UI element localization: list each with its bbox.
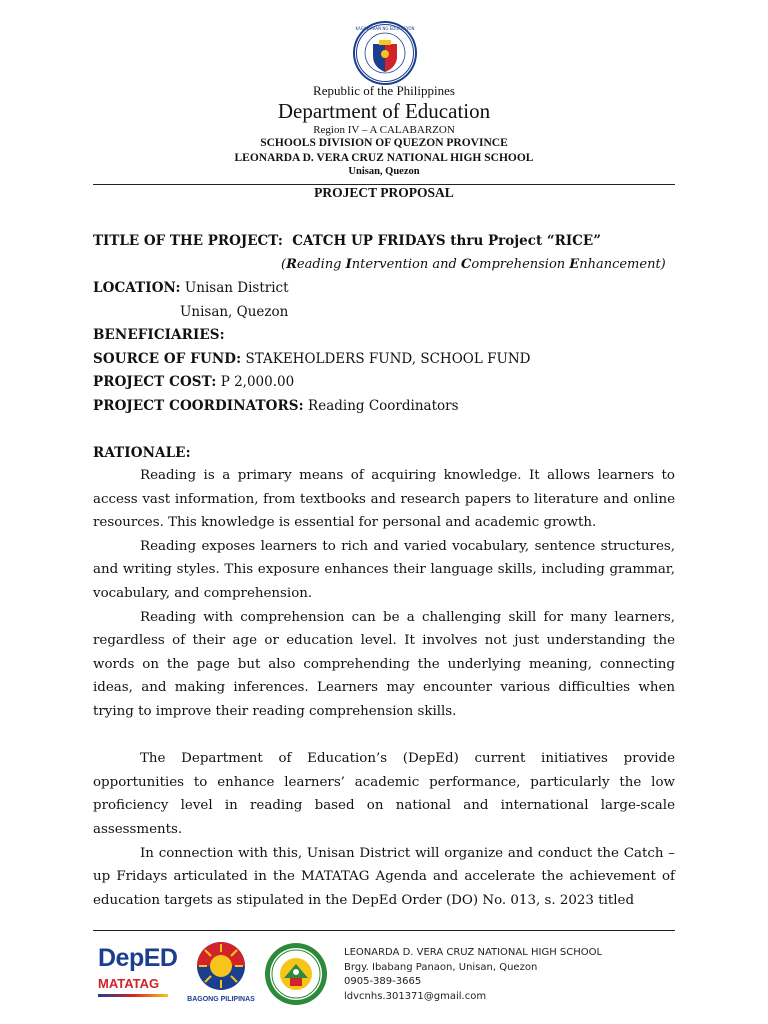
fund-label: SOURCE OF FUND: [93,351,242,367]
location-label: LOCATION: [93,280,181,296]
location-row [93,280,289,296]
region-line: Region IV – A CALABARZON [313,124,455,136]
country-line: Republic of the Philippines [313,83,455,98]
project-title-label: TITLE OF THE PROJECT: [93,233,283,249]
rationale-body [93,464,675,912]
deped-wordmark: DepED [98,944,178,972]
matatag-wordmark: MATATAG [98,976,160,991]
rationale-heading: RATIONALE: [93,445,191,461]
coordinators-label: PROJECT COORDINATORS: [93,398,304,414]
bagong-pilipinas-text: BAGONG PILIPINAS [187,996,255,1003]
coordinators-row [93,398,459,414]
location-value: Unisan District [184,280,289,296]
beneficiaries-label: BENEFICIARIES: [93,327,225,343]
location-line-2: Unisan, Quezon [180,304,289,320]
rationale-paragraph: The Department of Education’s (DepEd) current initiatives provide opportunities to enhance learners’ academic performance, particularly the low proficiency level in reading based on national and international large-scale assessments. [93,751,675,837]
rationale-paragraph: Reading is a primary means of acquiring knowledge. It allows learners to access vast information, from textbooks and research papers to literature and online resources. This knowledge is essential for personal and academic growth. [93,468,675,531]
cost-label: PROJECT COST: [93,374,217,390]
deped-seal-logo [352,20,418,86]
footer-school-name: LEONARDA D. VERA CRUZ NATIONAL HIGH SCHOOL [344,947,603,958]
project-title-value: CATCH UP FRIDAYS thru Project “RICE” [292,233,601,249]
town-line: Unisan, Quezon [348,166,420,177]
beneficiaries-row [93,327,225,343]
seal-text: KAGAWARAN NG EDUKASYON [355,26,415,31]
footer-phone: 0905-389-3665 [344,976,422,987]
school-line: LEONARDA D. VERA CRUZ NATIONAL HIGH SCHOOL [234,152,534,164]
division-line: SCHOOLS DIVISION OF QUEZON PROVINCE [260,137,508,149]
cost-row [93,374,294,390]
document-title: PROJECT PROPOSAL [314,185,454,200]
rationale-paragraph: In connection with this, Unisan District will organize and conduct the Catch – up Fridays articulated in the MATATAG Agenda and accelerate the achievement of education targets as stipulated in the DepEd Order (DO) No. 013, s. 2023 titled [93,845,675,908]
footer-divider [93,930,675,931]
coordinators-value: Reading Coordinators [308,398,459,414]
project-title-row [93,233,601,249]
department-title: Department of Education [277,99,491,123]
cost-value: P 2,000.00 [220,374,295,390]
project-subtitle: (Reading Intervention and Comprehension Enhancement) [281,257,666,272]
school-seal-logo [264,942,328,1006]
fund-row [93,351,530,367]
rationale-paragraph: Reading exposes learners to rich and varied vocabulary, sentence structures, and writing styles. This exposure enhances their language skills, including grammar, vocabulary, and comprehension. [93,538,675,601]
footer-address: Brgy. Ibabang Panaon, Unisan, Quezon [344,961,538,973]
deped-matatag-logo [98,944,178,1002]
fund-value: STAKEHOLDERS FUND, SCHOOL FUND [245,351,531,367]
footer-email[interactable]: ldvcnhs.301371@gmail.com [344,990,487,1002]
rationale-paragraph: Reading with comprehension can be a challenging skill for many learners, regardless of their age or education level. It involves not just understanding the words on the page but also comprehending the underlying meaning, connecting ideas, and making inferences. Learners may encounter various difficulties when trying to improve their reading comprehension skills. [93,609,675,719]
footer-contact [344,946,602,1004]
bagong-pilipinas-logo [187,940,255,1004]
bagong-pilipinas-emblem-icon [187,940,255,992]
